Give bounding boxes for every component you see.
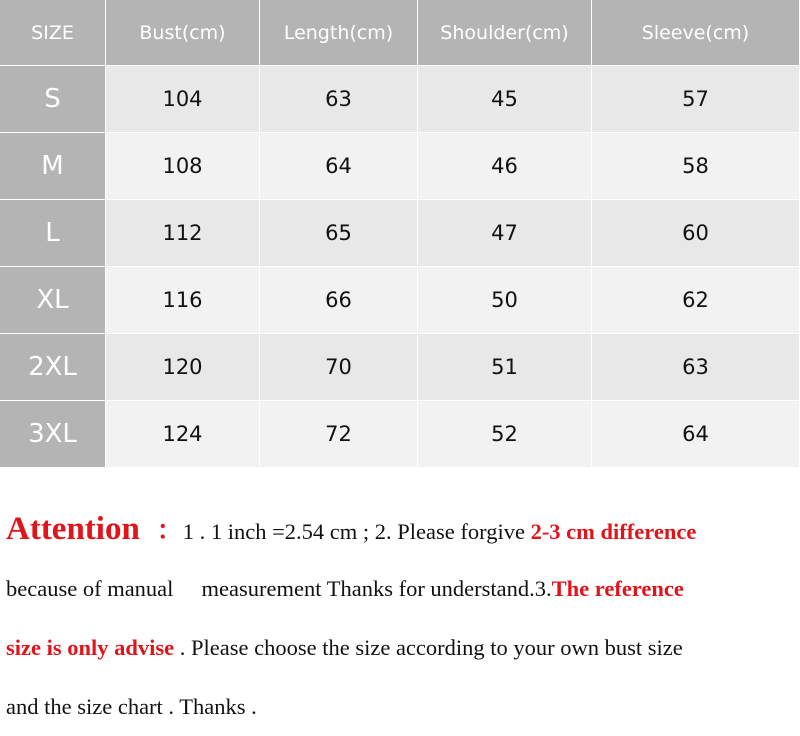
size-label: L [0,200,106,267]
note-text: because of manual measurement Thanks for understand.3. [6,576,552,601]
bust-value: 104 [106,66,260,133]
length-value: 65 [260,200,418,267]
attention-note [6,500,798,736]
length-value: 72 [260,401,418,468]
shoulder-value: 50 [418,267,592,334]
note-line-2 [6,559,798,618]
bust-value: 112 [106,200,260,267]
length-value: 70 [260,334,418,401]
bust-value: 124 [106,401,260,468]
note-text: . Please choose the size according to your own bust size [174,635,683,660]
attention-colon: ： [156,516,183,545]
bust-value: 108 [106,133,260,200]
note-line-4 [6,677,798,736]
size-label: S [0,66,106,133]
sleeve-value: 64 [592,401,800,468]
header-bust: Bust(cm) [106,0,260,66]
size-label: M [0,133,106,200]
header-shoulder: Shoulder(cm) [418,0,592,66]
note-text: and the size chart . Thanks . [6,694,257,719]
header-size: SIZE [0,0,106,66]
shoulder-value: 46 [418,133,592,200]
shoulder-value: 52 [418,401,592,468]
sleeve-value: 58 [592,133,800,200]
length-value: 66 [260,267,418,334]
note-highlight: 2-3 cm difference [530,519,697,544]
note-highlight: size is only advise [6,635,175,660]
bust-value: 116 [106,267,260,334]
note-highlight: The reference [551,576,684,601]
shoulder-value: 45 [418,66,592,133]
size-label: XL [0,267,106,334]
note-line-3 [6,618,798,677]
attention-title: Attention [6,511,140,547]
header-sleeve: Sleeve(cm) [592,0,800,66]
bust-value: 120 [106,334,260,401]
length-value: 64 [260,133,418,200]
shoulder-value: 51 [418,334,592,401]
sleeve-value: 63 [592,334,800,401]
sleeve-value: 60 [592,200,800,267]
size-label: 3XL [0,401,106,468]
size-label: 2XL [0,334,106,401]
sleeve-value: 57 [592,66,800,133]
shoulder-value: 47 [418,200,592,267]
header-length: Length(cm) [260,0,418,66]
length-value: 63 [260,66,418,133]
sleeve-value: 62 [592,267,800,334]
note-text: 1 . 1 inch =2.54 cm ; 2. Please forgive [182,519,531,544]
note-line-1 [6,500,798,559]
